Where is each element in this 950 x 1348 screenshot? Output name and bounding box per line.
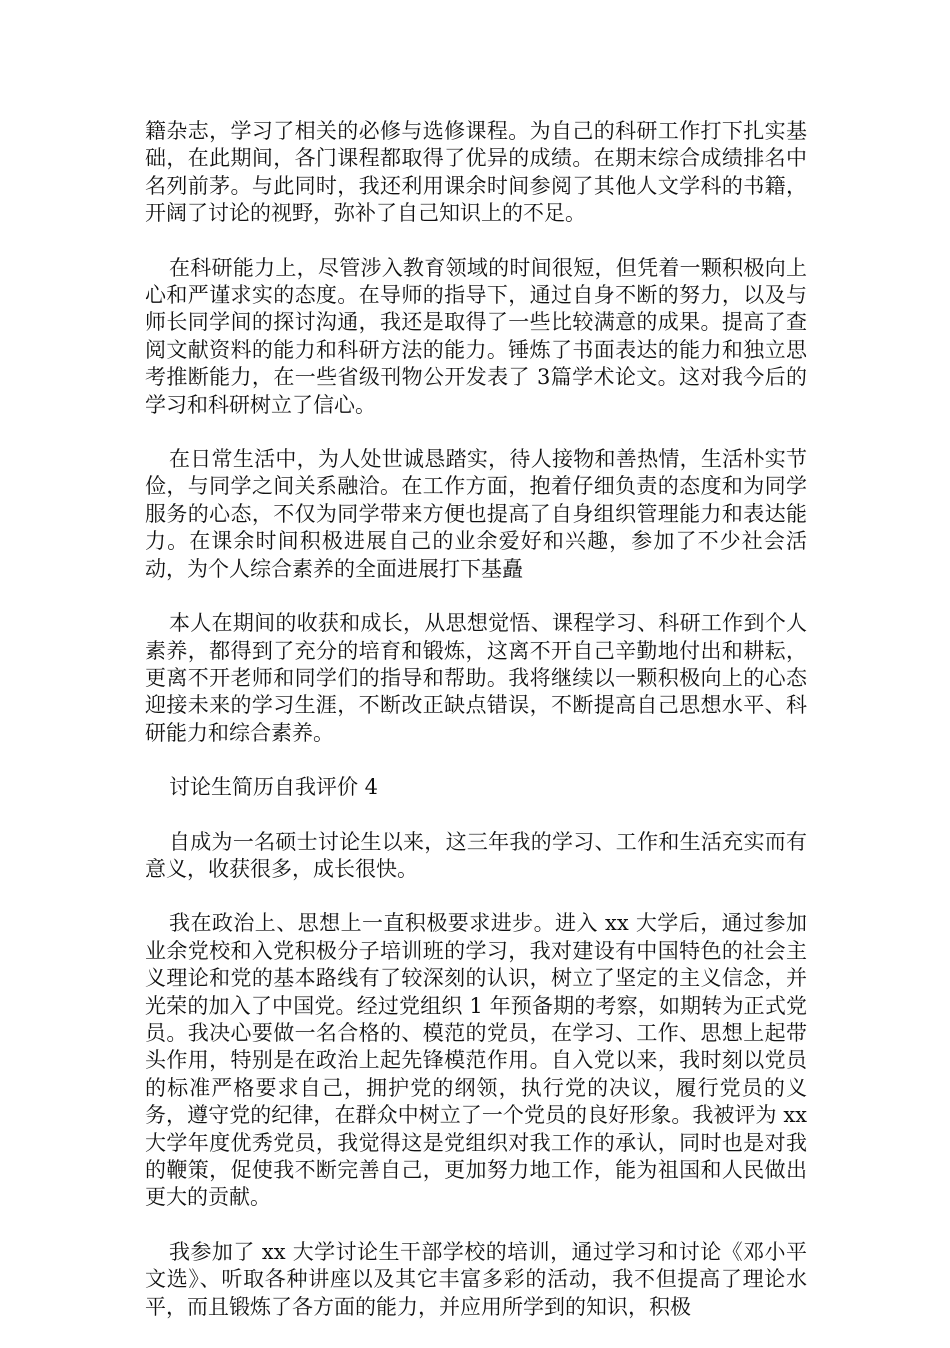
paragraph-study: 籍杂志，学习了相关的必修与选修课程。为自己的科研工作打下扎实基础，在此期间，各门课程都取得了优异的成绩。在期末综合成绩排名中名列前茅。与此同时，我还利用课余时间参阅了其他人文学科的书籍，开阔了讨论的视野，弥补了自己知识上的不足。 xyxy=(145,119,807,226)
paragraph-training: 我参加了 xx 大学讨论生干部学校的培训，通过学习和讨论《邓小平文选》、听取各种讲座以及其它丰富多彩的活动，我不但提高了理论水平，而且锻炼了各方面的能力，并应用所学到的知识，积极 xyxy=(145,1239,807,1319)
paragraph-research: 在科研能力上，尽管涉入教育领域的时间很短，但凭着一颗积极向上心和严谨求实的态度。在导师的指导下，通过自身不断的努力，以及与师长同学间的探讨沟通，我还是取得了一些比较满意的成果。提高了查阅文献资料的能力和科研方法的能力。锤炼了书面表达的能力和独立思考推断能力，在一些省级刊物公开发表了 3篇学术论文。这对我今后的学习和科研树立了信心。 xyxy=(145,255,807,417)
paragraph-daily-life: 在日常生活中，为人处世诚恳踏实，待人接物和善热情，生活朴实节俭，与同学之间关系融洽。在工作方面，抱着仔细负责的态度和为同学服务的心态，不仅为同学带来方便也提高了自身组织管理能力和表达能力。在课余时间积极进展自己的业余爱好和兴趣，参加了不少社会活动，为个人综合素养的全面进展打下基矗 xyxy=(145,447,807,581)
paragraph-intro: 自成为一名硕士讨论生以来，这三年我的学习、工作和生活充实而有意义，收获很多，成长很快。 xyxy=(145,829,807,881)
paragraph-growth: 本人在期间的收获和成长，从思想觉悟、课程学习、科研工作到个人素养，都得到了充分的培育和锻炼，这离不开自己辛勤地付出和耕耘，更离不开老师和同学们的指导和帮助。我将继续以一颗积极向上的心态迎接未来的学习生涯，不断改正缺点错误，不断提高自己思想水平、科研能力和综合素养。 xyxy=(145,611,807,745)
paragraph-politics: 我在政治上、思想上一直积极要求进步。进入 xx 大学后，通过参加业余党校和入党积极分子培训班的学习，我对建设有中国特色的社会主义理论和党的基本路线有了较深刻的认识，树立了坚定的主义信念，并光荣的加入了中国党。经过党组织 1 年预备期的考察，如期转为正式党员。我决心要做一名合格的、模范的党员，在学习、工作、思想上起带头作用，特别是在政治上起先锋模范作用。自入党以来，我时刻以党员的标准严格要求自己，拥护党的纲领，执行党的决议，履行党员的义务，遵守党的纪律，在群众中树立了一个党员的良好形象。我被评为 xx 大学年度优秀党员，我觉得这是党组织对我工作的承认，同时也是对我的鞭策，促使我不断完善自己，更加努力地工作，能为祖国和人民做出更大的贡献。 xyxy=(145,911,807,1210)
document-page xyxy=(145,118,807,1348)
section-heading: 讨论生简历自我评价 4 xyxy=(169,775,379,800)
